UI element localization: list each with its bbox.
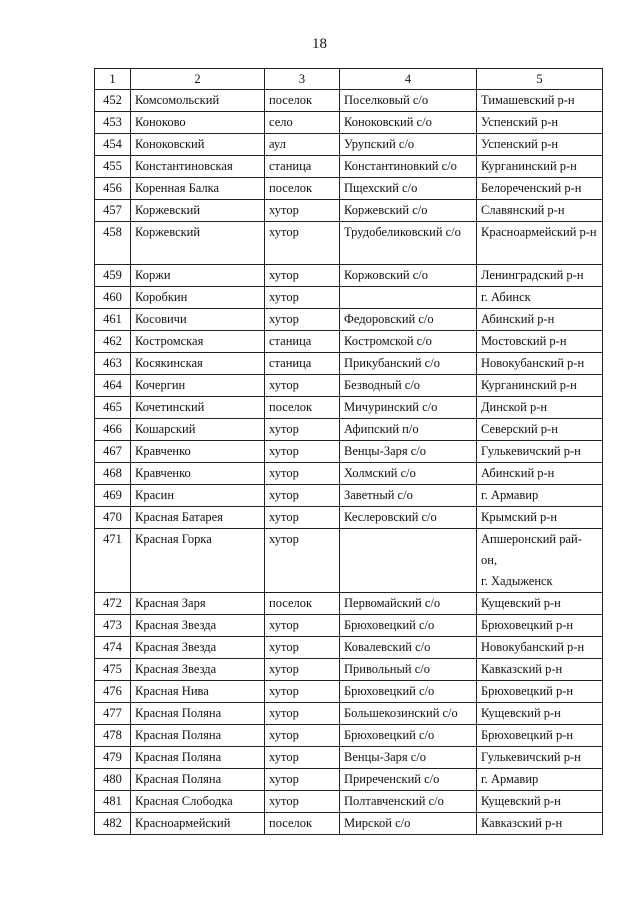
district-cell: Абинский р-н xyxy=(477,463,603,485)
row-number-cell: 457 xyxy=(95,200,131,222)
settlement-name-cell: Коноковский xyxy=(131,134,265,156)
settlement-name-cell: Красная Поляна xyxy=(131,747,265,769)
council-cell: Холмский с/о xyxy=(340,463,477,485)
settlement-type-cell: поселок xyxy=(265,593,340,615)
settlement-name-cell: Коржевский xyxy=(131,222,265,265)
table-row xyxy=(95,134,603,156)
district-cell: Красноармейский р-н xyxy=(477,222,603,265)
table-row xyxy=(95,529,603,593)
district-cell: Новокубанский р-н xyxy=(477,637,603,659)
header-cell: 5 xyxy=(477,69,603,90)
row-number-cell: 477 xyxy=(95,703,131,725)
table-row xyxy=(95,309,603,331)
district-cell: Новокубанский р-н xyxy=(477,353,603,375)
district-cell: Кавказский р-н xyxy=(477,659,603,681)
row-number-cell: 479 xyxy=(95,747,131,769)
settlement-name-cell: Кочетинский xyxy=(131,397,265,419)
council-cell: Коржовский с/о xyxy=(340,265,477,287)
row-number-cell: 454 xyxy=(95,134,131,156)
council-cell: Поселковый с/о xyxy=(340,90,477,112)
row-number-cell: 460 xyxy=(95,287,131,309)
settlement-name-cell: Коржи xyxy=(131,265,265,287)
row-number-cell: 461 xyxy=(95,309,131,331)
settlement-name-cell: Красная Нива xyxy=(131,681,265,703)
row-number-cell: 464 xyxy=(95,375,131,397)
settlement-type-cell: поселок xyxy=(265,397,340,419)
table-row xyxy=(95,615,603,637)
row-number-cell: 458 xyxy=(95,222,131,265)
settlement-type-cell: хутор xyxy=(265,309,340,331)
district-cell: Гулькевичский р-н xyxy=(477,747,603,769)
district-cell: г. Армавир xyxy=(477,485,603,507)
settlement-name-cell: Коноково xyxy=(131,112,265,134)
district-cell: Ленинградский р-н xyxy=(477,265,603,287)
row-number-cell: 469 xyxy=(95,485,131,507)
council-cell: Мирской с/о xyxy=(340,813,477,835)
table-row xyxy=(95,90,603,112)
settlement-name-cell: Косякинская xyxy=(131,353,265,375)
district-cell: Крымский р-н xyxy=(477,507,603,529)
row-number-cell: 462 xyxy=(95,331,131,353)
district-cell: Курганинский р-н xyxy=(477,156,603,178)
settlement-type-cell: хутор xyxy=(265,659,340,681)
settlement-name-cell: Красин xyxy=(131,485,265,507)
row-number-cell: 463 xyxy=(95,353,131,375)
row-number-cell: 478 xyxy=(95,725,131,747)
row-number-cell: 459 xyxy=(95,265,131,287)
settlement-type-cell: станица xyxy=(265,353,340,375)
settlement-type-cell: хутор xyxy=(265,287,340,309)
settlement-type-cell: хутор xyxy=(265,769,340,791)
district-cell: Славянский р-н xyxy=(477,200,603,222)
settlement-type-cell: хутор xyxy=(265,615,340,637)
district-cell: Тимашевский р-н xyxy=(477,90,603,112)
council-cell: Константиновкий с/о xyxy=(340,156,477,178)
table-row xyxy=(95,593,603,615)
table-row xyxy=(95,112,603,134)
settlement-name-cell: Кочергин xyxy=(131,375,265,397)
table-row xyxy=(95,659,603,681)
council-cell: Первомайский с/о xyxy=(340,593,477,615)
district-cell: Мостовский р-н xyxy=(477,331,603,353)
district-cell: Успенский р-н xyxy=(477,134,603,156)
settlement-type-cell: хутор xyxy=(265,637,340,659)
council-cell: Венцы-Заря с/о xyxy=(340,441,477,463)
settlement-name-cell: Константиновская xyxy=(131,156,265,178)
council-cell: Костромской с/о xyxy=(340,331,477,353)
settlement-type-cell: аул xyxy=(265,134,340,156)
settlement-name-cell: Костромская xyxy=(131,331,265,353)
row-number-cell: 480 xyxy=(95,769,131,791)
district-cell: Белореченский р-н xyxy=(477,178,603,200)
district-cell: Брюховецкий р-н xyxy=(477,615,603,637)
district-cell: Кущевский р-н xyxy=(477,791,603,813)
header-cell: 4 xyxy=(340,69,477,90)
council-cell: Привольный с/о xyxy=(340,659,477,681)
council-cell: Безводный с/о xyxy=(340,375,477,397)
council-cell: Приреченский с/о xyxy=(340,769,477,791)
district-cell: Северский р-н xyxy=(477,419,603,441)
table-row xyxy=(95,725,603,747)
district-cell: Кущевский р-н xyxy=(477,703,603,725)
settlement-name-cell: Красная Поляна xyxy=(131,703,265,725)
table-row xyxy=(95,769,603,791)
table-row xyxy=(95,156,603,178)
table-row xyxy=(95,747,603,769)
table-row xyxy=(95,265,603,287)
table-row xyxy=(95,637,603,659)
settlement-name-cell: Красная Звезда xyxy=(131,637,265,659)
settlements-table xyxy=(94,68,603,835)
settlement-type-cell: хутор xyxy=(265,507,340,529)
settlement-name-cell: Красная Звезда xyxy=(131,659,265,681)
row-number-cell: 471 xyxy=(95,529,131,593)
table-row xyxy=(95,178,603,200)
row-number-cell: 481 xyxy=(95,791,131,813)
settlement-type-cell: хутор xyxy=(265,200,340,222)
settlement-type-cell: хутор xyxy=(265,747,340,769)
header-cell: 2 xyxy=(131,69,265,90)
table-row xyxy=(95,463,603,485)
row-number-cell: 470 xyxy=(95,507,131,529)
table-row xyxy=(95,813,603,835)
council-cell: Афипский п/о xyxy=(340,419,477,441)
settlement-name-cell: Красная Слободка xyxy=(131,791,265,813)
settlement-type-cell: станица xyxy=(265,331,340,353)
settlement-type-cell: хутор xyxy=(265,222,340,265)
settlement-type-cell: поселок xyxy=(265,813,340,835)
header-cell: 1 xyxy=(95,69,131,90)
table-row xyxy=(95,419,603,441)
table-row xyxy=(95,703,603,725)
district-cell: Гулькевичский р-н xyxy=(477,441,603,463)
row-number-cell: 476 xyxy=(95,681,131,703)
settlement-name-cell: Красная Горка xyxy=(131,529,265,593)
district-cell: Апшеронский рай- он, г. Хадыженск xyxy=(477,529,603,593)
row-number-cell: 452 xyxy=(95,90,131,112)
council-cell: Мичуринский с/о xyxy=(340,397,477,419)
row-number-cell: 467 xyxy=(95,441,131,463)
settlement-name-cell: Красная Заря xyxy=(131,593,265,615)
row-number-cell: 466 xyxy=(95,419,131,441)
council-cell: Большекозинский с/о xyxy=(340,703,477,725)
council-cell: Полтавченский с/о xyxy=(340,791,477,813)
council-cell: Венцы-Заря с/о xyxy=(340,747,477,769)
district-cell: Брюховецкий р-н xyxy=(477,725,603,747)
row-number-cell: 468 xyxy=(95,463,131,485)
council-cell: Коноковский с/о xyxy=(340,112,477,134)
settlement-type-cell: хутор xyxy=(265,441,340,463)
table-row xyxy=(95,287,603,309)
council-cell: Заветный с/о xyxy=(340,485,477,507)
council-cell: Коржевский с/о xyxy=(340,200,477,222)
council-cell: Ковалевский с/о xyxy=(340,637,477,659)
council-cell: Федоровский с/о xyxy=(340,309,477,331)
settlement-name-cell: Коренная Балка xyxy=(131,178,265,200)
row-number-cell: 472 xyxy=(95,593,131,615)
settlement-name-cell: Комсомольский xyxy=(131,90,265,112)
row-number-cell: 453 xyxy=(95,112,131,134)
settlement-type-cell: село xyxy=(265,112,340,134)
council-cell xyxy=(340,287,477,309)
page-number: 18 xyxy=(312,36,327,52)
settlement-name-cell: Красноармейский xyxy=(131,813,265,835)
council-cell: Брюховецкий с/о xyxy=(340,681,477,703)
settlement-name-cell: Красная Батарея xyxy=(131,507,265,529)
settlement-type-cell: поселок xyxy=(265,90,340,112)
table-row xyxy=(95,441,603,463)
settlement-type-cell: хутор xyxy=(265,703,340,725)
council-cell: Кеслеровский с/о xyxy=(340,507,477,529)
settlement-name-cell: Красная Звезда xyxy=(131,615,265,637)
row-number-cell: 456 xyxy=(95,178,131,200)
council-cell xyxy=(340,529,477,593)
settlement-name-cell: Коробкин xyxy=(131,287,265,309)
council-cell: Прикубанский с/о xyxy=(340,353,477,375)
district-cell: г. Армавир xyxy=(477,769,603,791)
table-row xyxy=(95,200,603,222)
row-number-cell: 482 xyxy=(95,813,131,835)
table-header-row xyxy=(95,69,603,90)
council-cell: Пщехский с/о xyxy=(340,178,477,200)
district-cell: Абинский р-н xyxy=(477,309,603,331)
settlement-type-cell: хутор xyxy=(265,265,340,287)
table-row xyxy=(95,222,603,265)
settlement-type-cell: хутор xyxy=(265,681,340,703)
settlement-type-cell: хутор xyxy=(265,485,340,507)
district-cell: Динской р-н xyxy=(477,397,603,419)
settlement-type-cell: хутор xyxy=(265,529,340,593)
row-number-cell: 474 xyxy=(95,637,131,659)
table-row xyxy=(95,485,603,507)
settlement-type-cell: поселок xyxy=(265,178,340,200)
row-number-cell: 465 xyxy=(95,397,131,419)
settlement-name-cell: Красная Поляна xyxy=(131,725,265,747)
district-cell: Успенский р-н xyxy=(477,112,603,134)
council-cell: Трудобеликовский с/о xyxy=(340,222,477,265)
district-cell: Кавказский р-н xyxy=(477,813,603,835)
table-row xyxy=(95,331,603,353)
council-cell: Урупский с/о xyxy=(340,134,477,156)
settlement-name-cell: Коржевский xyxy=(131,200,265,222)
settlement-type-cell: хутор xyxy=(265,791,340,813)
table-row xyxy=(95,791,603,813)
table-row xyxy=(95,681,603,703)
district-cell: Кущевский р-н xyxy=(477,593,603,615)
settlement-name-cell: Красная Поляна xyxy=(131,769,265,791)
table-row xyxy=(95,397,603,419)
settlement-type-cell: хутор xyxy=(265,725,340,747)
council-cell: Брюховецкий с/о xyxy=(340,615,477,637)
table-row xyxy=(95,375,603,397)
table-row xyxy=(95,353,603,375)
table-row xyxy=(95,507,603,529)
district-cell: Брюховецкий р-н xyxy=(477,681,603,703)
row-number-cell: 455 xyxy=(95,156,131,178)
row-number-cell: 475 xyxy=(95,659,131,681)
settlement-type-cell: хутор xyxy=(265,463,340,485)
council-cell: Брюховецкий с/о xyxy=(340,725,477,747)
district-cell: Курганинский р-н xyxy=(477,375,603,397)
settlement-type-cell: станица xyxy=(265,156,340,178)
settlement-name-cell: Кравченко xyxy=(131,441,265,463)
settlement-type-cell: хутор xyxy=(265,375,340,397)
settlement-name-cell: Косовичи xyxy=(131,309,265,331)
settlement-name-cell: Кравченко xyxy=(131,463,265,485)
settlement-type-cell: хутор xyxy=(265,419,340,441)
row-number-cell: 473 xyxy=(95,615,131,637)
settlement-name-cell: Кошарский xyxy=(131,419,265,441)
header-cell: 3 xyxy=(265,69,340,90)
district-cell: г. Абинск xyxy=(477,287,603,309)
